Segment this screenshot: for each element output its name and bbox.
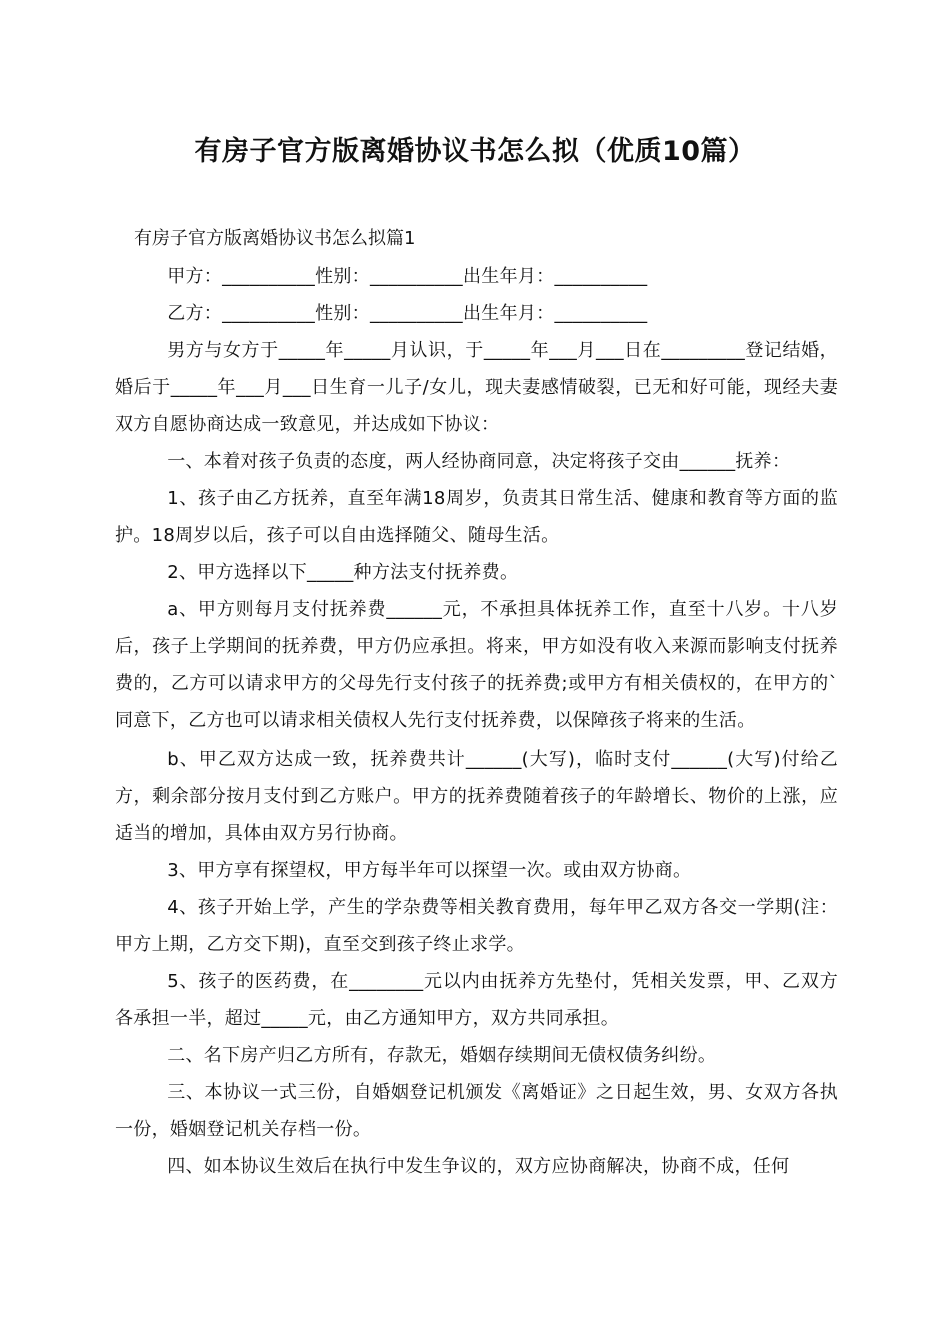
clause-1-option-b: b、甲乙双方达成一致，抚养费共计______(大写)，临时支付______(大写)付给乙方，剩余部分按月支付到乙方账户。甲方的抚养费随着孩子的年龄增长、物价的上涨，应适当的增加，具体由双方另行协商。 [115,749,838,844]
clause-1-item-3: 3、甲方享有探望权，甲方每半年可以探望一次。或由双方协商。 [167,860,692,881]
clause-3: 三、本协议一式三份，自婚姻登记机颁发《离婚证》之日起生效，男、女双方各执一份，婚姻登记机关存档一份。 [115,1082,838,1140]
clause-1-heading: 一、本着对孩子负责的态度，两人经协商同意，决定将孩子交由______抚养： [167,451,791,472]
clause-1-option-a: a、甲方则每月支付抚养费______元，不承担具体抚养工作，直至十八岁。十八岁后，孩子上学期间的抚养费，甲方仍应承担。将来，甲方如没有收入来源而影响支付抚养费的，乙方可以请求甲方的父母先行支付孩子的抚养费;或甲方有相关债权的，在甲方的`同意下，乙方也可以请求相关债权人先行支付抚养费，以保障孩子将来的生活。 [115,599,838,731]
background-paragraph: 男方与女方于_____年_____月认识，于_____年___月___日在_________登记结婚，婚后于_____年___月___日生育一儿子/女儿，现夫妻感情破裂，已无和好可能，现经夫妻双方自愿协商达成一致意见，并达成如下协议： [115,340,838,435]
clause-1-item-2: 2、甲方选择以下_____种方法支付抚养费。 [167,562,519,583]
clause-1-item-1: 1、孩子由乙方抚养，直至年满18周岁，负责其日常生活、健康和教育等方面的监护。18周岁以后，孩子可以自由选择随父、随母生活。 [115,488,838,546]
party-a-line: 甲方：__________性别：__________出生年月：__________ [167,266,648,287]
document-title: 有房子官方版离婚协议书怎么拟（优质10篇） [194,136,756,167]
clause-4: 四、如本协议生效后在执行中发生争议的，双方应协商解决，协商不成，任何 [167,1156,790,1177]
clause-2: 二、名下房产归乙方所有，存款无，婚姻存续期间无债权债务纠纷。 [167,1045,717,1066]
document-body [115,258,838,1185]
clause-1-item-5: 5、孩子的医药费，在________元以内由抚养方先垫付，凭相关发票，甲、乙双方各承担一半，超过_____元，由乙方通知甲方，双方共同承担。 [115,971,838,1029]
section-heading: 有房子官方版离婚协议书怎么拟篇1 [134,228,416,249]
party-b-line: 乙方：__________性别：__________出生年月：__________ [167,303,648,324]
clause-1-item-4: 4、孩子开始上学，产生的学杂费等相关教育费用，每年甲乙双方各交一学期(注：甲方上期，乙方交下期)，直至交到孩子终止求学。 [115,897,838,955]
